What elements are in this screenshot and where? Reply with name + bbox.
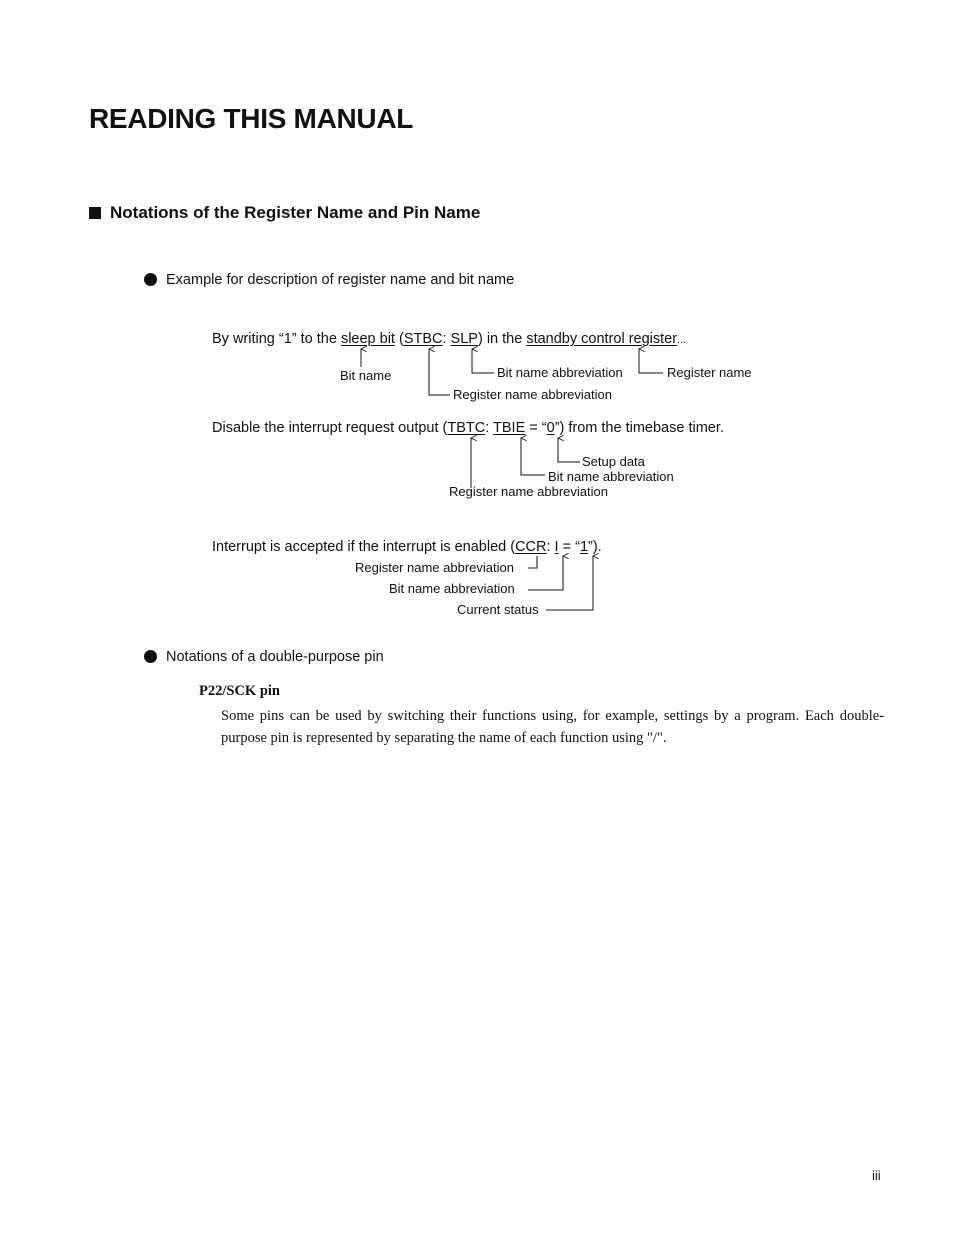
example-line-1 (212, 329, 686, 350)
arrow-bit-abbr-3 (528, 556, 563, 590)
example-3-register-abbr: CCR (515, 539, 547, 555)
example-line-3 (212, 537, 602, 557)
arrow-bit-abbr-2 (521, 438, 545, 475)
example-1-suffix: ... (677, 334, 687, 346)
example-2-prefix: Disable the interrupt request output ( (212, 420, 448, 436)
callout-current-status: Current status (457, 602, 539, 617)
callout-setup-data: Setup data (582, 454, 645, 469)
bullet-example-registers: Example for description of register name and bit name (166, 272, 515, 288)
arrow-register-abbr-1 (429, 349, 450, 395)
example-3-colon: : (546, 539, 555, 555)
callout-register-name-abbreviation-3: Register name abbreviation (355, 560, 514, 575)
example-1-register-abbr: STBC (403, 331, 443, 347)
example-2-suffix: ”) from the timebase timer. (554, 420, 724, 436)
callout-register-name-abbreviation-1: Register name abbreviation (453, 387, 612, 402)
example-1-colon: : (442, 331, 451, 347)
example-3-prefix: Interrupt is accepted if the interrupt is enabled ( (212, 539, 516, 555)
callout-register-name: Register name (667, 365, 752, 380)
callout-register-name-abbreviation-2: Register name abbreviation (449, 484, 608, 499)
example-1-prefix: By writing “1” to the (212, 331, 341, 347)
bullet-double-purpose-pin: Notations of a double-purpose pin (166, 649, 384, 665)
callout-bit-name: Bit name (340, 368, 392, 383)
pin-heading: P22/SCK pin (199, 683, 280, 699)
page-number: iii (872, 1168, 881, 1183)
example-3-equals: = “ (558, 539, 580, 555)
callout-bit-name-abbreviation-1: Bit name abbreviation (497, 365, 623, 380)
arrow-setup-data (558, 438, 580, 462)
circle-bullet-icon (144, 650, 157, 663)
example-line-2 (212, 418, 724, 438)
circle-bullet-icon (144, 273, 157, 286)
callout-bit-name-abbreviation-3: Bit name abbreviation (389, 581, 515, 596)
example-1-bit-name: sleep bit (340, 331, 395, 347)
example-1-register-name: standby control register (526, 331, 678, 347)
section-heading: Notations of the Register Name and Pin Name (110, 203, 481, 222)
callout-bit-name-abbreviation-2: Bit name abbreviation (548, 469, 674, 484)
example-2-bit-abbr: TBIE (493, 420, 526, 436)
example-3-value: 1 (579, 539, 589, 555)
example-1-middle: ) in the (477, 331, 527, 347)
example-2-value: 0 (546, 420, 555, 436)
example-3-suffix: ”). (588, 539, 602, 555)
arrow-register-abbr-3 (528, 556, 537, 568)
example-2-register-abbr: TBTC (447, 420, 486, 436)
page-title: READING THIS MANUAL (89, 103, 414, 134)
example-3-bit-abbr: I (554, 539, 559, 555)
arrow-register-name (639, 349, 663, 373)
example-1-bit-abbr: SLP (450, 331, 478, 347)
example-2-colon: : (485, 420, 494, 436)
example-1-open-paren: ( (394, 331, 404, 347)
example-2-equals: = “ (525, 420, 547, 436)
square-bullet-icon (89, 207, 101, 219)
arrow-bit-abbr-1 (472, 349, 494, 373)
pin-description-paragraph: Some pins can be used by switching their functions using, for example, settings by a program. Each double-purpose pin is represented by separating the name of each function using "/". (221, 708, 884, 746)
arrow-current-status (546, 556, 593, 610)
